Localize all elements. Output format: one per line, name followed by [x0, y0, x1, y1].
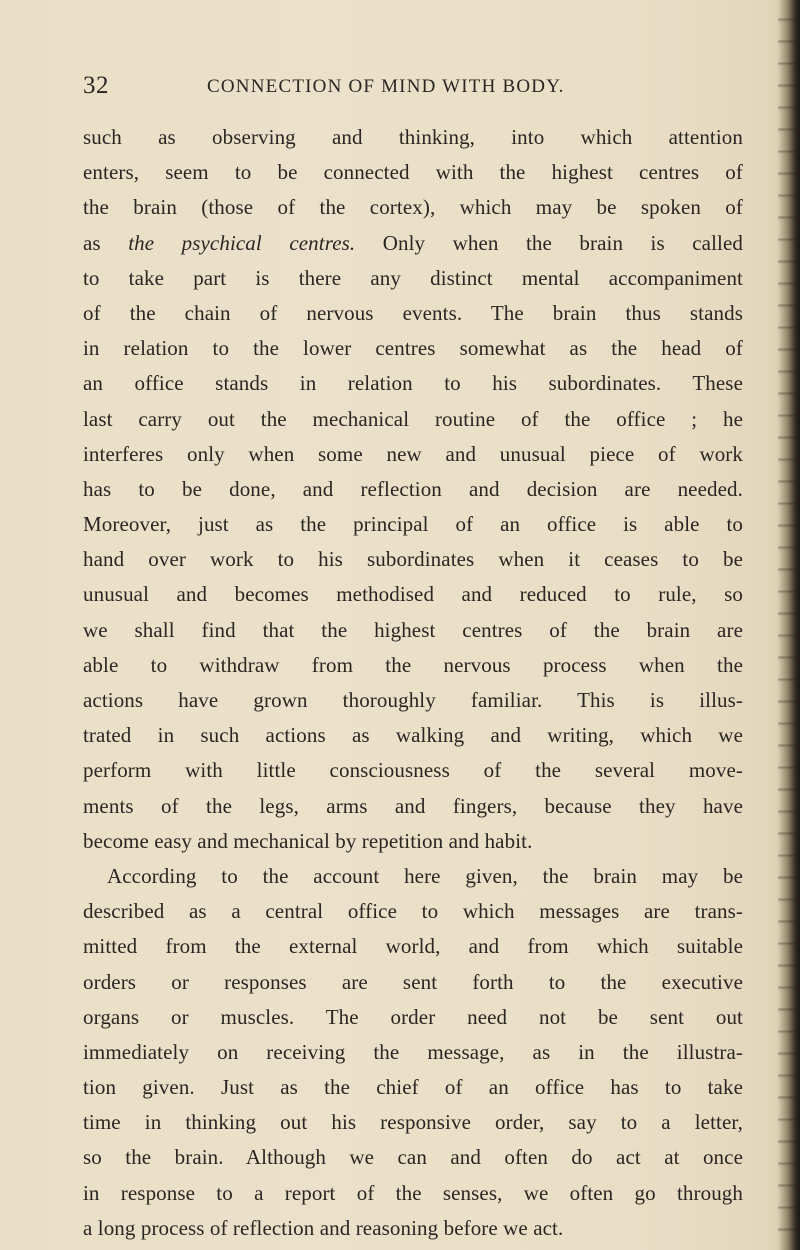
- text-line: able to withdraw from the nervous process when the: [83, 652, 743, 677]
- text-line: the brain (those of the cortex), which may be spoken of: [83, 195, 743, 220]
- text-line: According to the account here given, the brain may be: [107, 863, 743, 888]
- text-line: organs or muscles. The order need not be sent out: [83, 1004, 743, 1029]
- text-line: become easy and mechanical by repetition and habit.: [83, 828, 533, 853]
- text-line: unusual and becomes methodised and reduced to rule, so: [83, 582, 743, 607]
- text-line: has to be done, and reflection and decision are needed.: [83, 476, 743, 501]
- text-line-start: as: [83, 230, 129, 255]
- text-line: interferes only when some new and unusual piece of work: [83, 441, 743, 466]
- page-header: [83, 72, 643, 112]
- text-line: described as a central office to which messages are trans-: [83, 899, 743, 924]
- text-line: last carry out the mechanical routine of the office ; he: [83, 406, 743, 431]
- text-line: so the brain. Although we can and often do act at once: [83, 1145, 743, 1170]
- running-title: CONNECTION OF MIND WITH BODY.: [207, 76, 565, 97]
- text-line: time in thinking out his responsive order, say to a letter,: [83, 1110, 743, 1135]
- emphasized-term: the psychical centres.: [128, 230, 356, 255]
- text-line: tion given. Just as the chief of an office has to take: [83, 1075, 743, 1100]
- text-line: perform with little consciousness of the several move-: [83, 758, 743, 783]
- text-line: mitted from the external world, and from which suitable: [83, 934, 743, 959]
- text-line: a long process of reflection and reasoning before we act.: [83, 1215, 564, 1240]
- text-line: in relation to the lower centres somewhat as the head of: [83, 336, 743, 361]
- text-line: [83, 226, 743, 261]
- text-line: we shall find that the highest centres of the brain are: [83, 617, 743, 642]
- text-line: hand over work to his subordinates when it ceases to be: [83, 547, 743, 572]
- text-line: trated in such actions as walking and writing, which we: [83, 723, 743, 748]
- text-line: of the chain of nervous events. The brain thus stands: [83, 300, 743, 325]
- text-line: to take part is there any distinct mental accompaniment: [83, 265, 743, 290]
- text-line-end: Only when the brain is called: [355, 230, 743, 255]
- body-text: [83, 120, 743, 1246]
- page-number: 32: [83, 72, 109, 99]
- book-binding-edge: [778, 0, 800, 1250]
- text-line: enters, seem to be connected with the highest centres of: [83, 160, 743, 185]
- text-line: immediately on receiving the message, as in the illustra-: [83, 1039, 743, 1064]
- text-line: Moreover, just as the principal of an office is able to: [83, 512, 743, 537]
- text-line: ments of the legs, arms and fingers, because they have: [83, 793, 743, 818]
- text-line: actions have grown thoroughly familiar. This is illus-: [83, 688, 743, 712]
- text-line: such as observing and thinking, into which attention: [83, 125, 743, 149]
- text-line: an office stands in relation to his subordinates. These: [83, 371, 743, 396]
- text-line: orders or responses are sent forth to the executive: [83, 969, 743, 994]
- text-line: in response to a report of the senses, we often go through: [83, 1180, 743, 1205]
